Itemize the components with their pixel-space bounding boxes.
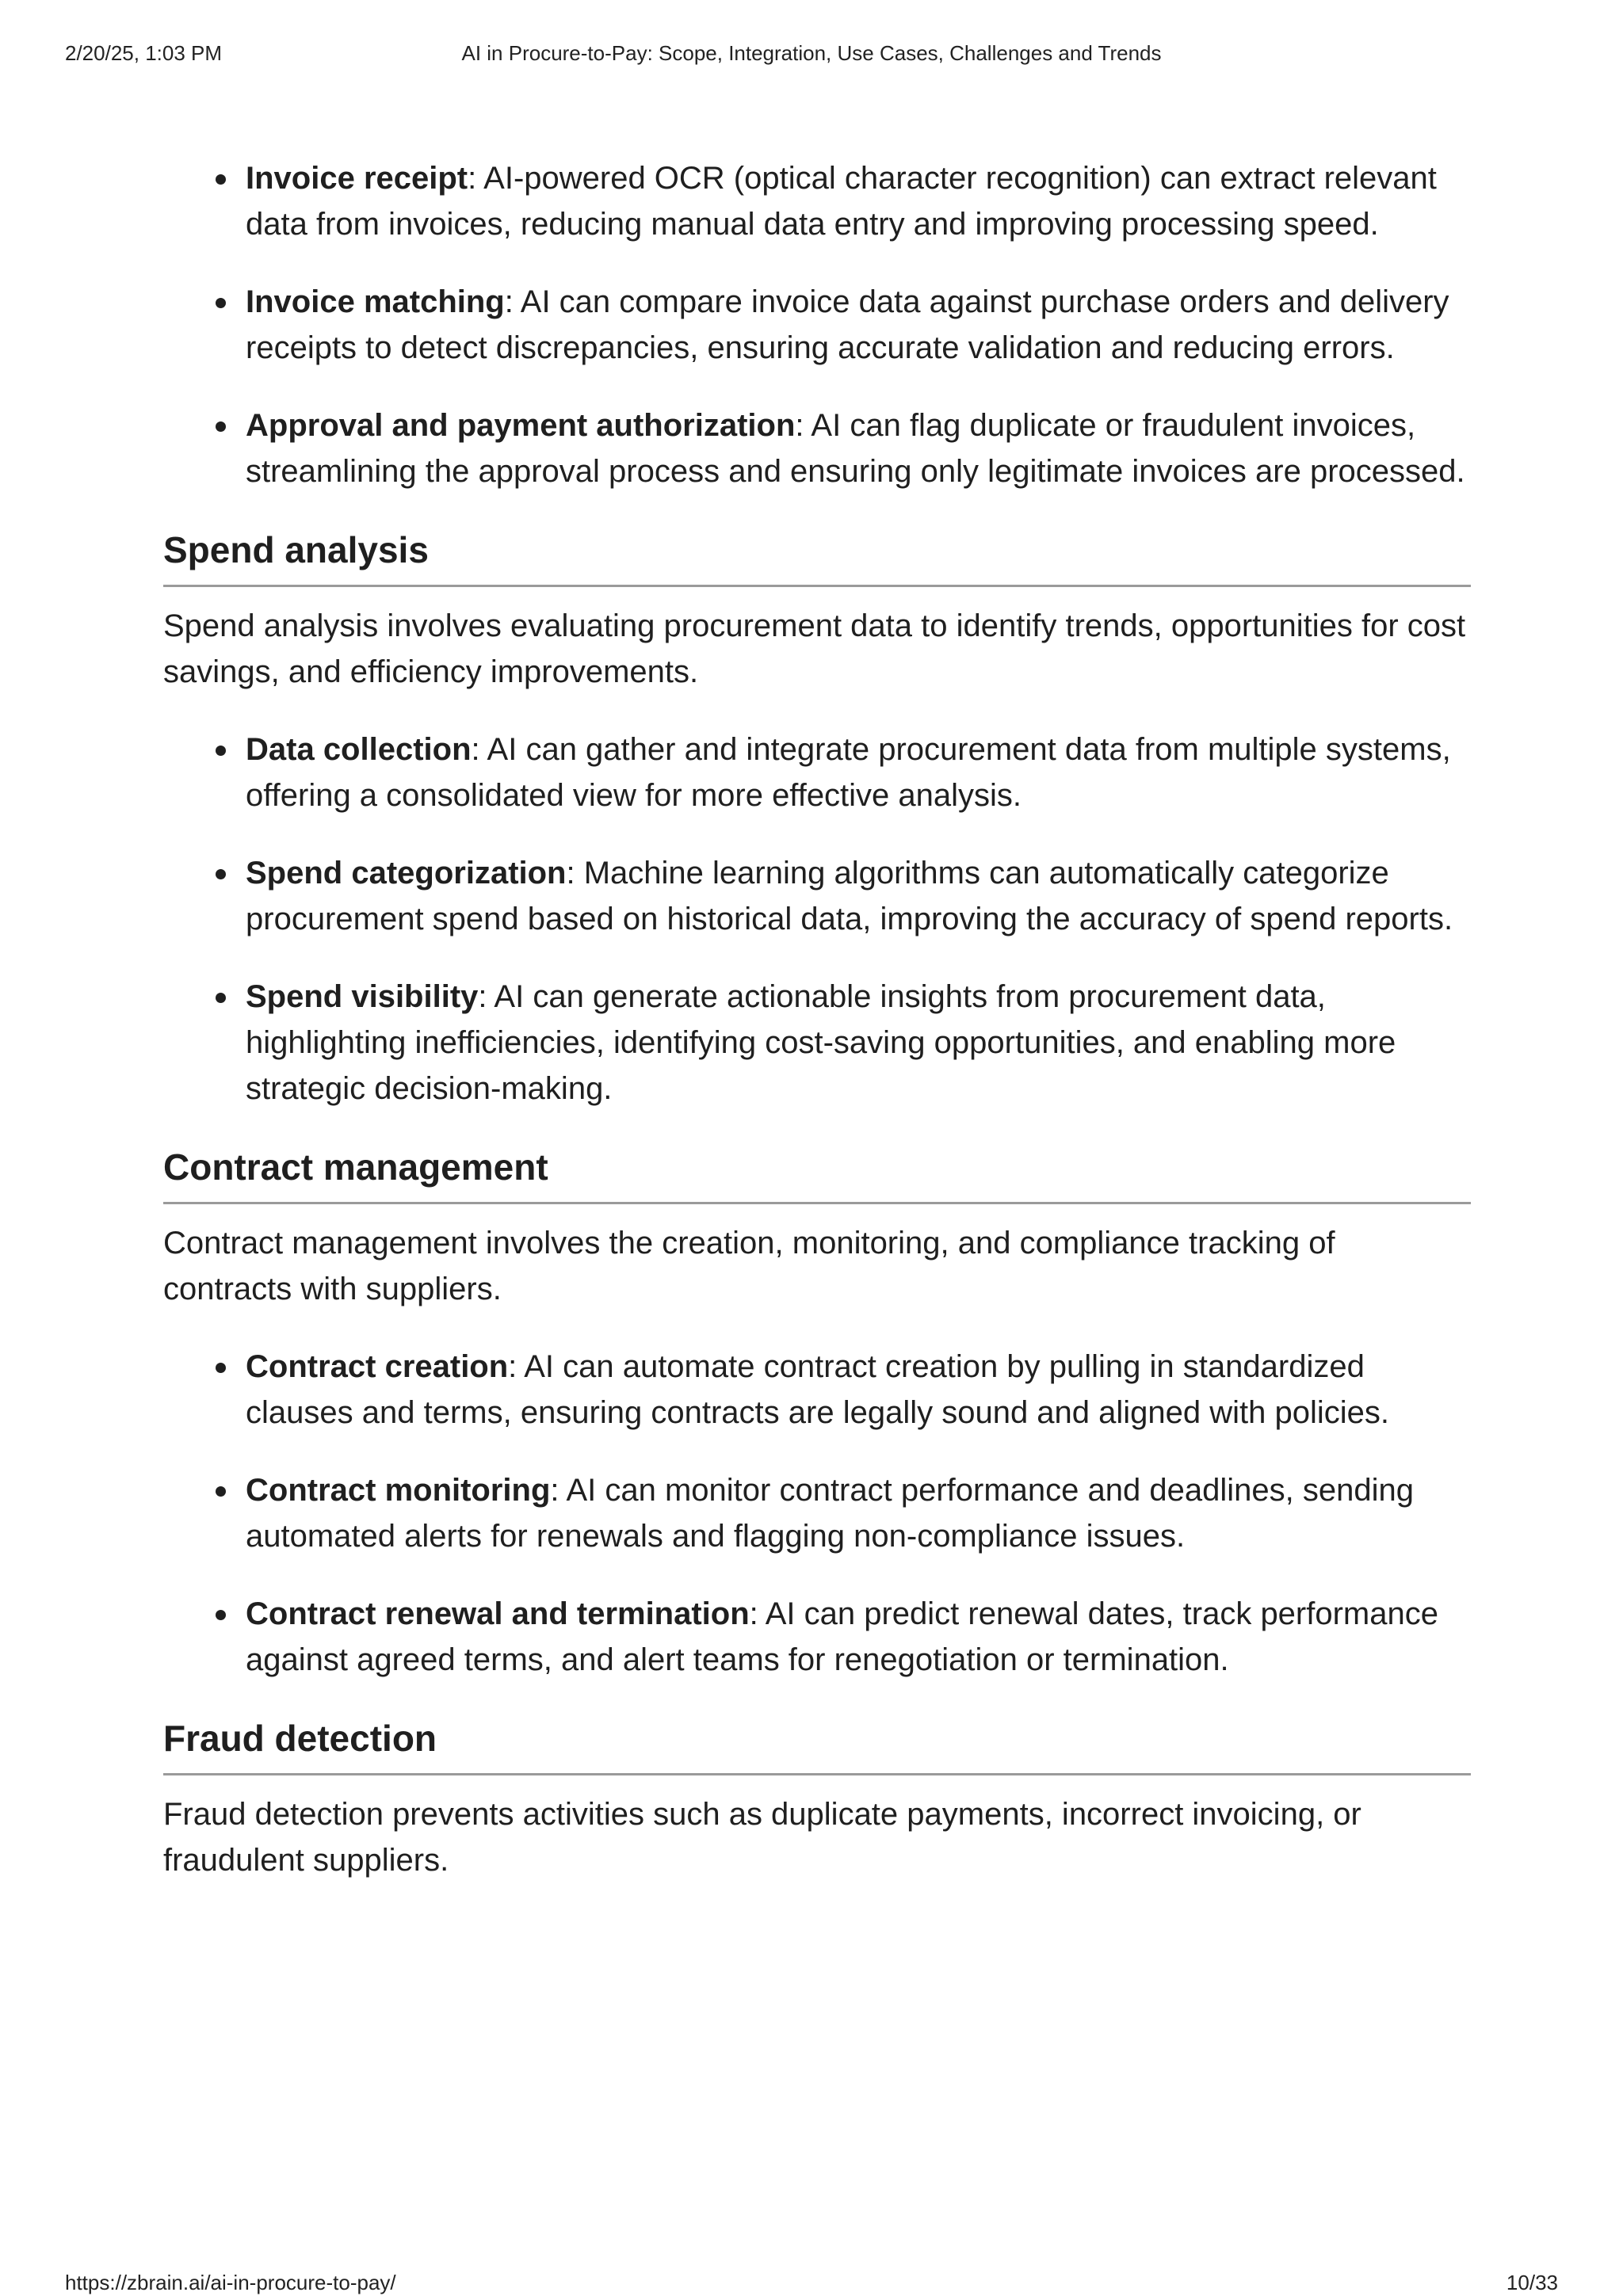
print-footer: [65, 2271, 1558, 2296]
list-item-term: Contract monitoring: [246, 1473, 551, 1508]
section-heading-fraud-detection: Fraud detection: [163, 1714, 1471, 1775]
section-heading-spend-analysis: Spend analysis: [163, 526, 1471, 587]
spend-analysis-list: [163, 727, 1471, 1112]
section-intro-fraud-detection: Fraud detection prevents activities such as duplicate payments, incorrect invoicing, or fraudulent suppliers.: [163, 1797, 1361, 1878]
list-item-term: Contract creation: [246, 1349, 509, 1384]
bullet-icon: [216, 1610, 226, 1620]
print-header: [65, 41, 1558, 70]
list-item: [246, 1467, 1471, 1559]
list-item-term: Data collection: [246, 732, 472, 767]
bullet-icon: [216, 1486, 226, 1497]
page-number: 10/33: [1506, 2271, 1558, 2294]
list-item-term: Invoice matching: [246, 284, 505, 319]
bullet-icon: [216, 869, 226, 879]
list-item-text: : AI can compare invoice data against purchase orders and delivery receipts to detect discrepancies, ensuring accurate validation and reducing errors.: [246, 284, 1449, 365]
bullet-icon: [216, 993, 226, 1003]
article-content: [163, 155, 1471, 1915]
list-item-text: : AI can gather and integrate procurement data from multiple systems, offering a consolidated view for more effective analysis.: [246, 732, 1451, 813]
list-item-term: Spend categorization: [246, 856, 567, 891]
print-datetime: 2/20/25, 1:03 PM: [65, 41, 223, 65]
contract-management-list: [163, 1344, 1471, 1683]
list-item-term: Approval and payment authorization: [246, 408, 796, 443]
page-url: https://zbrain.ai/ai-in-procure-to-pay/: [65, 2271, 396, 2294]
bullet-icon: [216, 1363, 226, 1373]
section-heading-contract-management: Contract management: [163, 1143, 1471, 1204]
list-item: [246, 974, 1471, 1112]
list-item-term: Contract renewal and termination: [246, 1596, 750, 1631]
list-item-text: : AI can predict renewal dates, track performance against agreed terms, and alert teams for renegotiation or termination.: [246, 1596, 1438, 1677]
list-item-text: : AI can automate contract creation by pulling in standardized clauses and terms, ensuring contracts are legally sound and aligned with policies.: [246, 1349, 1390, 1430]
list-item: [246, 1591, 1471, 1683]
section-intro-contract-management: Contract management involves the creation, monitoring, and compliance tracking of contracts with suppliers.: [163, 1226, 1335, 1306]
bullet-icon: [216, 421, 226, 432]
list-item-text: : AI can flag duplicate or fraudulent invoices, streamlining the approval process and ensuring only legitimate invoices are processed.: [246, 408, 1465, 489]
list-item-text: : Machine learning algorithms can automatically categorize procurement spend based on historical data, improving the accuracy of spend reports.: [246, 856, 1453, 936]
list-item-term: Spend visibility: [246, 979, 479, 1014]
invoice-processing-list: [163, 155, 1471, 494]
list-item-text: : AI can generate actionable insights from procurement data, highlighting inefficiencies, identifying cost-saving opportunities, and enabling more strategic decision-making.: [246, 979, 1396, 1106]
list-item-text: : AI can monitor contract performance and deadlines, sending automated alerts for renewals and flagging non-compliance issues.: [246, 1473, 1414, 1554]
section-intro-spend-analysis: Spend analysis involves evaluating procurement data to identify trends, opportunities for cost savings, and efficiency improvements.: [163, 608, 1466, 689]
list-item: [246, 1344, 1471, 1436]
list-item: [246, 279, 1471, 371]
list-item-term: Invoice receipt: [246, 161, 468, 196]
list-item: [246, 727, 1471, 818]
list-item: [246, 850, 1471, 942]
bullet-icon: [216, 298, 226, 308]
bullet-icon: [216, 746, 226, 756]
list-item: [246, 155, 1471, 247]
list-item: [246, 402, 1471, 494]
list-item-text: : AI-powered OCR (optical character recognition) can extract relevant data from invoices, reducing manual data entry and improving processing speed.: [246, 161, 1437, 242]
print-page-title: AI in Procure-to-Pay: Scope, Integration, Use Cases, Challenges and Trends: [461, 41, 1162, 65]
bullet-icon: [216, 174, 226, 185]
